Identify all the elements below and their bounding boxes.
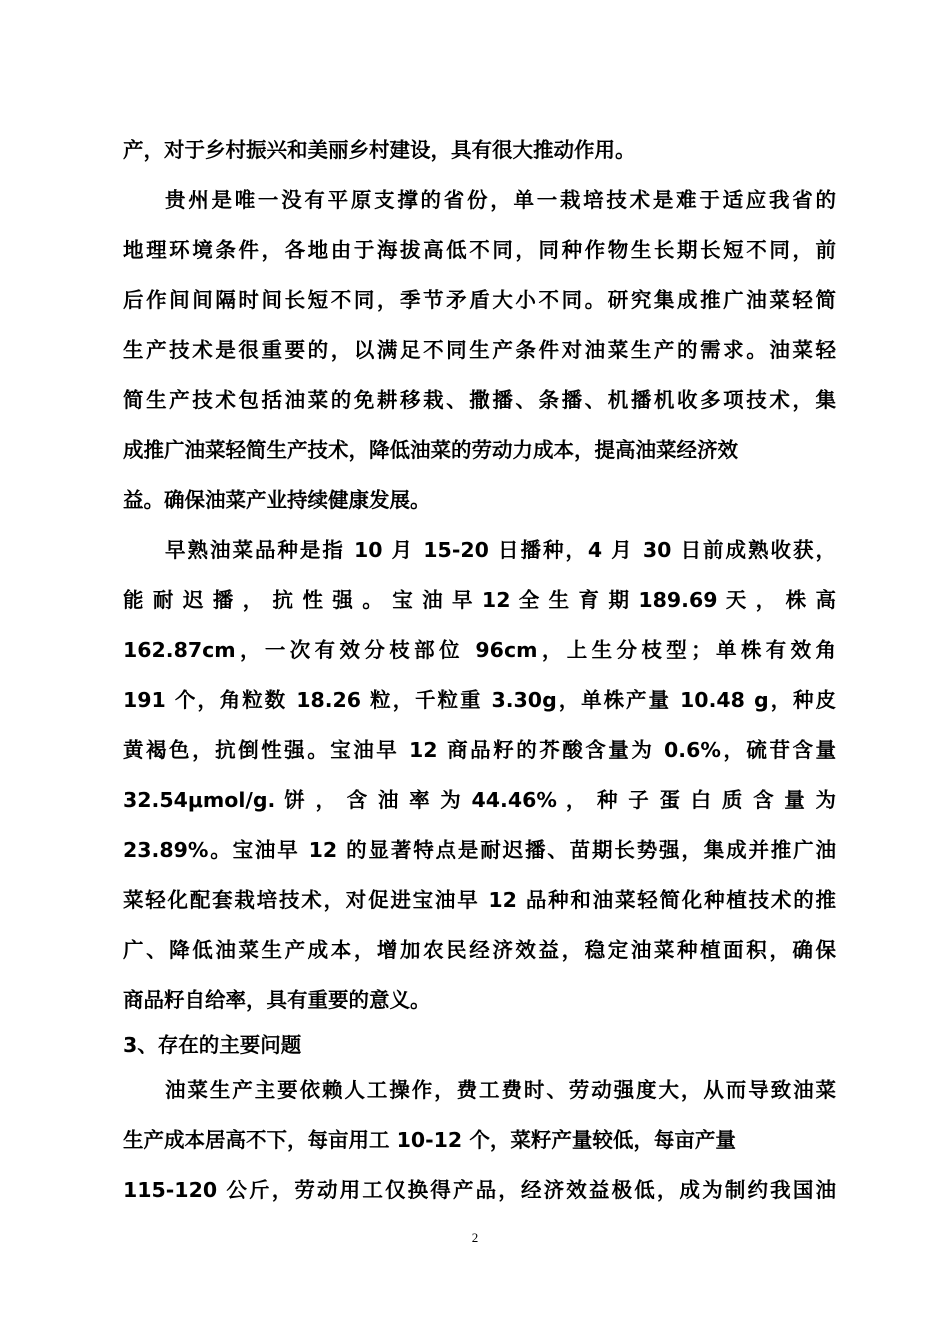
paragraph-1-line-4: 生产技术是很重要的，以满足不同生产条件对油菜生产的需求。油菜轻 <box>123 338 836 362</box>
paragraph-1-line-2: 地理环境条件，各地由于海拔高低不同，同种作物生长期长短不同，前 <box>123 238 836 262</box>
paragraph-1-line-5: 简生产技术包括油菜的免耕移栽、撒播、条播、机播机收多项技术，集 <box>123 388 836 412</box>
paragraph-2-line-3: 162.87cm，一次有效分枝部位 96cm，上生分枝型；单株有效角 <box>123 638 836 662</box>
paragraph-2-line-2: 能 耐 迟 播 ， 抗 性 强 。 宝 油 早 12 全 生 育 期 189.69 天 ， 株 高 <box>123 588 836 612</box>
paragraph-2-line-1: 早熟油菜品种是指 10 月 15-20 日播种，4 月 30 日前成熟收获， <box>165 538 836 562</box>
page-number: 2 <box>471 1230 479 1245</box>
paragraph-1-line-1: 贵州是唯一没有平原支撑的省份，单一栽培技术是难于适应我省的 <box>165 188 836 212</box>
section-heading: 3、存在的主要问题 <box>123 1033 302 1057</box>
paragraph-2-line-4: 191 个，角粒数 18.26 粒，千粒重 3.30g，单株产量 10.48 g，种皮 <box>123 688 836 712</box>
text-line-1: 产，对于乡村振兴和美丽乡村建设，具有很大推动作用。 <box>123 138 636 162</box>
paragraph-2-line-9: 广、降低油菜生产成本，增加农民经济效益，稳定油菜种植面积，确保 <box>123 938 836 962</box>
paragraph-3-line-3: 115-120 公斤，劳动用工仅换得产品，经济效益极低，成为制约我国油 <box>123 1178 836 1202</box>
paragraph-2-line-5: 黄褐色，抗倒性强。宝油早 12 商品籽的芥酸含量为 0.6%，硫苷含量 <box>123 738 836 762</box>
paragraph-1-line-6: 成推广油菜轻简生产技术，降低油菜的劳动力成本，提高油菜经济效 <box>123 438 738 462</box>
paragraph-1-line-7: 益。确保油菜产业持续健康发展。 <box>123 488 431 512</box>
paragraph-2-line-6: 32.54μmol/g. 饼 ， 含 油 率 为 44.46% ， 种 子 蛋 白 质 含 量 为 <box>123 788 836 812</box>
paragraph-1-line-3: 后作间间隔时间长短不同，季节矛盾大小不同。研究集成推广油菜轻简 <box>123 288 836 312</box>
paragraph-2-line-7: 23.89%。宝油早 12 的显著特点是耐迟播、苗期长势强，集成并推广油 <box>123 838 836 862</box>
paragraph-2-line-10: 商品籽自给率，具有重要的意义。 <box>123 988 431 1012</box>
paragraph-2-line-8: 菜轻化配套栽培技术，对促进宝油早 12 品种和油菜轻简化种植技术的推 <box>123 888 836 912</box>
paragraph-3-line-2: 生产成本居高不下，每亩用工 10-12 个，菜籽产量较低，每亩产量 <box>123 1128 736 1152</box>
paragraph-3-line-1: 油菜生产主要依赖人工操作，费工费时、劳动强度大，从而导致油菜 <box>165 1078 836 1102</box>
